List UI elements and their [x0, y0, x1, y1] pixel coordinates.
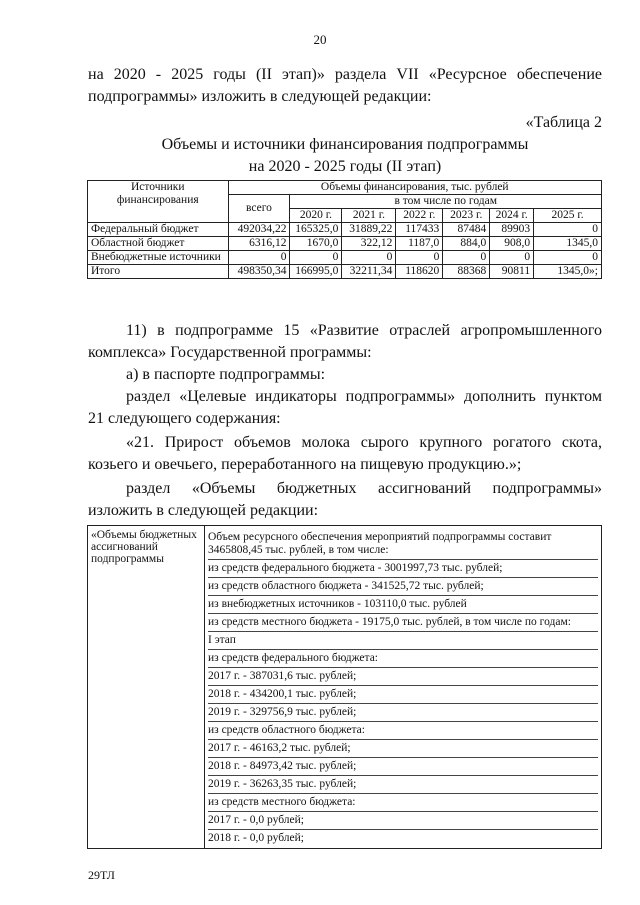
- footer-code: 29ТЛ: [88, 868, 115, 882]
- table-row: [88, 265, 602, 279]
- cell: 32211,34: [342, 265, 396, 279]
- budget-line: из средств областного бюджета - 341525,72 тыс. рублей;: [208, 578, 598, 596]
- para-11-line-1: 11) в подпрограмме 15 «Развитие отраслей агропромышленного: [126, 322, 602, 339]
- cell: 0: [342, 251, 396, 265]
- row-name: Федеральный бюджет: [88, 223, 229, 237]
- cell: 0: [443, 251, 490, 265]
- cell: 1670,0: [290, 237, 342, 251]
- row-name: Внебюджетные источники: [88, 251, 229, 265]
- table-row: [88, 223, 602, 237]
- year-header: 2020 г.: [290, 209, 342, 223]
- row-name: Итого: [88, 265, 229, 279]
- table-row: [88, 251, 602, 265]
- cell: 165325,0: [290, 223, 342, 237]
- budget-line: 2018 г. - 84973,42 тыс. рублей;: [208, 758, 598, 776]
- header-total: всего: [228, 195, 290, 223]
- table-title-line-1: Объемы и источники финансирования подпрограммы: [161, 136, 529, 153]
- budget-line: 2019 г. - 36263,35 тыс. рублей;: [208, 776, 598, 794]
- cell: 31889,22: [342, 223, 396, 237]
- para-11-line-2: комплекса» Государственной программы:: [88, 344, 372, 361]
- cell: 884,0: [443, 237, 490, 251]
- para-21-line-2: козьего и овечьего, переработанного на пищевую продукцию.»;: [88, 456, 522, 473]
- budget-line: 2017 г. - 0,0 рублей;: [208, 812, 598, 830]
- budget-line: Объем ресурсного обеспечения мероприятий подпрограммы составит 3465808,45 тыс. рублей, в том числе:: [208, 529, 598, 560]
- cell: 90811: [490, 265, 534, 279]
- cell: 1345,0»;: [534, 265, 602, 279]
- cell: 6316,12: [228, 237, 290, 251]
- cell: 0: [490, 251, 534, 265]
- budget-table: [87, 525, 602, 849]
- cell: 498350,34: [228, 265, 290, 279]
- budget-line: из средств местного бюджета - 19175,0 тыс. рублей, в том числе по годам:: [208, 614, 598, 632]
- para-a: а) в паспорте подпрограммы:: [126, 366, 326, 383]
- cell: 87484: [443, 223, 490, 237]
- budget-line: из средств областного бюджета:: [208, 722, 598, 740]
- table-label: «Таблица 2: [525, 114, 602, 131]
- budget-line: 2019 г. - 329756,9 тыс. рублей;: [208, 704, 598, 722]
- header-volumes: Объемы финансирования, тыс. рублей: [228, 181, 601, 195]
- cell: 1345,0: [534, 237, 602, 251]
- budget-line: из средств местного бюджета:: [208, 794, 598, 812]
- budget-label: «Объемы бюджетных ассигнований подпрограммы: [88, 526, 205, 849]
- budget-line: из средств федерального бюджета:: [208, 650, 598, 668]
- intro-line-1: на 2020 - 2025 годы (II этап)» раздела VII «Ресурсное обеспечение: [88, 66, 602, 83]
- cell: 0: [396, 251, 443, 265]
- page-number: 20: [313, 32, 327, 47]
- para-budget-line-1: раздел «Объемы бюджетных ассигнований подпрограммы»: [126, 480, 602, 497]
- budget-line: 2018 г. - 0,0 рублей;: [208, 832, 304, 844]
- cell: 322,12: [342, 237, 396, 251]
- table-row: [88, 237, 602, 251]
- year-header: 2023 г.: [443, 209, 490, 223]
- cell: 166995,0: [290, 265, 342, 279]
- cell: 0: [534, 223, 602, 237]
- cell: 88368: [443, 265, 490, 279]
- budget-line: 2017 г. - 387031,6 тыс. рублей;: [208, 668, 598, 686]
- cell: 0: [228, 251, 290, 265]
- cell: 1187,0: [396, 237, 443, 251]
- cell: 117433: [396, 223, 443, 237]
- para-budget-line-2: изложить в следующей редакции:: [88, 502, 319, 519]
- cell: 118620: [396, 265, 443, 279]
- budget-line: из средств федерального бюджета - 3001997,73 тыс. рублей;: [208, 560, 598, 578]
- header-by-year: в том числе по годам: [290, 195, 602, 209]
- row-name: Областной бюджет: [88, 237, 229, 251]
- para-indicators-line-1: раздел «Целевые индикаторы подпрограммы» дополнить пунктом: [126, 388, 602, 405]
- budget-content: [205, 526, 602, 849]
- header-sources: Источники финансирования: [88, 181, 229, 223]
- year-header: 2022 г.: [396, 209, 443, 223]
- year-header: 2024 г.: [490, 209, 534, 223]
- financing-table: [87, 180, 602, 279]
- para-21-line-1: «21. Прирост объемов молока сырого крупного рогатого скота,: [126, 434, 602, 451]
- budget-line: 2018 г. - 434200,1 тыс. рублей;: [208, 686, 598, 704]
- para-indicators-line-2: 21 следующего содержания:: [88, 410, 281, 427]
- cell: 492034,22: [228, 223, 290, 237]
- cell: 0: [534, 251, 602, 265]
- budget-line: I этап: [208, 632, 598, 650]
- year-header: 2021 г.: [342, 209, 396, 223]
- budget-line: 2017 г. - 46163,2 тыс. рублей;: [208, 740, 598, 758]
- budget-line: из внебюджетных источников - 103110,0 тыс. рублей: [208, 596, 598, 614]
- cell: 908,0: [490, 237, 534, 251]
- intro-line-2: подпрограммы» изложить в следующей редакции:: [88, 88, 432, 105]
- cell: 89903: [490, 223, 534, 237]
- year-header: 2025 г.: [534, 209, 602, 223]
- table-title-line-2: на 2020 - 2025 годы (II этап): [248, 158, 442, 175]
- cell: 0: [290, 251, 342, 265]
